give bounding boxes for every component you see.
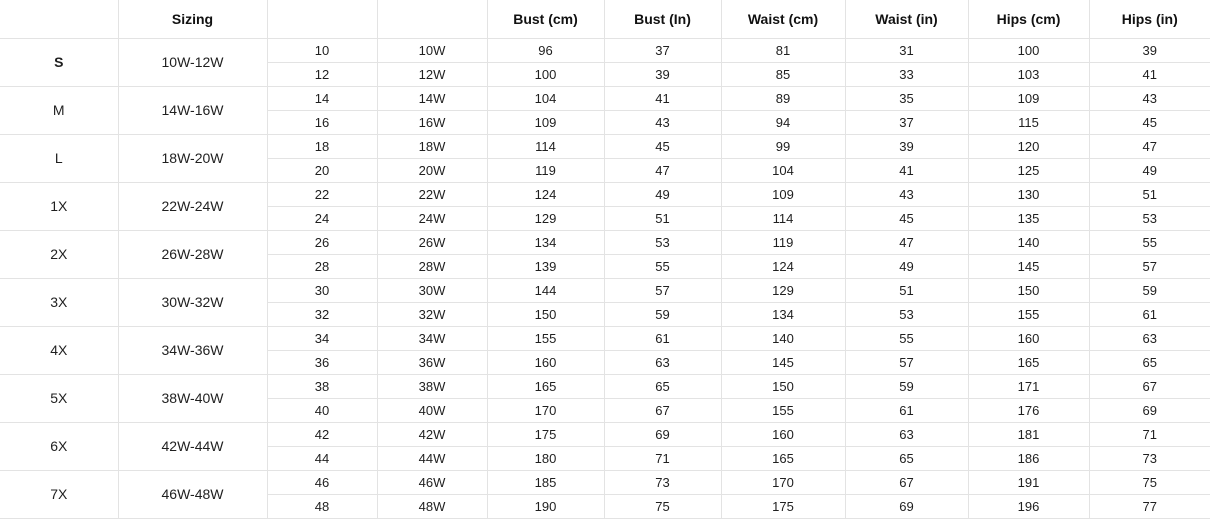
cell-waist-cm: 129: [721, 278, 845, 302]
column-header-numeric: [267, 0, 377, 38]
cell-waist-in: 35: [845, 86, 968, 110]
cell-hips-in: 73: [1089, 446, 1210, 470]
cell-hips-cm: 150: [968, 278, 1089, 302]
cell-numeric-size-w: 40W: [377, 398, 487, 422]
cell-waist-in: 53: [845, 302, 968, 326]
cell-waist-cm: 85: [721, 62, 845, 86]
cell-waist-cm: 175: [721, 494, 845, 518]
column-header-size: [0, 0, 118, 38]
cell-bust-in: 59: [604, 302, 721, 326]
cell-waist-in: 31: [845, 38, 968, 62]
cell-numeric-size: 24: [267, 206, 377, 230]
cell-hips-cm: 196: [968, 494, 1089, 518]
cell-numeric-size-w: 12W: [377, 62, 487, 86]
cell-hips-in: 45: [1089, 110, 1210, 134]
size-label: 5X: [0, 374, 118, 422]
cell-numeric-size: 32: [267, 302, 377, 326]
cell-waist-in: 51: [845, 278, 968, 302]
cell-numeric-size: 40: [267, 398, 377, 422]
cell-hips-cm: 160: [968, 326, 1089, 350]
cell-hips-cm: 186: [968, 446, 1089, 470]
cell-hips-in: 47: [1089, 134, 1210, 158]
column-header-numeric-w: [377, 0, 487, 38]
sizing-range: 42W-44W: [118, 422, 267, 470]
cell-hips-in: 59: [1089, 278, 1210, 302]
size-label: 1X: [0, 182, 118, 230]
cell-waist-in: 43: [845, 182, 968, 206]
cell-bust-cm: 185: [487, 470, 604, 494]
cell-numeric-size-w: 24W: [377, 206, 487, 230]
cell-waist-in: 49: [845, 254, 968, 278]
cell-numeric-size: 36: [267, 350, 377, 374]
cell-bust-cm: 144: [487, 278, 604, 302]
cell-waist-cm: 124: [721, 254, 845, 278]
table-row: [0, 374, 1210, 398]
cell-waist-in: 57: [845, 350, 968, 374]
cell-bust-in: 47: [604, 158, 721, 182]
cell-bust-cm: 129: [487, 206, 604, 230]
sizing-range: 34W-36W: [118, 326, 267, 374]
cell-numeric-size-w: 46W: [377, 470, 487, 494]
cell-waist-cm: 155: [721, 398, 845, 422]
cell-bust-in: 55: [604, 254, 721, 278]
cell-numeric-size-w: 34W: [377, 326, 487, 350]
cell-waist-cm: 81: [721, 38, 845, 62]
cell-bust-in: 71: [604, 446, 721, 470]
cell-hips-in: 57: [1089, 254, 1210, 278]
cell-hips-cm: 140: [968, 230, 1089, 254]
cell-bust-cm: 180: [487, 446, 604, 470]
cell-bust-cm: 104: [487, 86, 604, 110]
column-header-bust-cm: Bust (cm): [487, 0, 604, 38]
cell-hips-in: 41: [1089, 62, 1210, 86]
cell-hips-in: 49: [1089, 158, 1210, 182]
cell-hips-in: 77: [1089, 494, 1210, 518]
table-row: [0, 38, 1210, 62]
cell-bust-cm: 175: [487, 422, 604, 446]
cell-numeric-size: 34: [267, 326, 377, 350]
column-header-hips-cm: Hips (cm): [968, 0, 1089, 38]
cell-hips-cm: 115: [968, 110, 1089, 134]
size-label: L: [0, 134, 118, 182]
cell-bust-cm: 119: [487, 158, 604, 182]
cell-waist-in: 55: [845, 326, 968, 350]
cell-hips-cm: 135: [968, 206, 1089, 230]
cell-numeric-size: 18: [267, 134, 377, 158]
sizing-range: 46W-48W: [118, 470, 267, 518]
cell-waist-cm: 109: [721, 182, 845, 206]
cell-hips-cm: 191: [968, 470, 1089, 494]
column-header-waist-in: Waist (in): [845, 0, 968, 38]
cell-waist-cm: 140: [721, 326, 845, 350]
cell-hips-cm: 176: [968, 398, 1089, 422]
cell-hips-in: 43: [1089, 86, 1210, 110]
cell-numeric-size: 38: [267, 374, 377, 398]
cell-bust-cm: 109: [487, 110, 604, 134]
cell-bust-in: 73: [604, 470, 721, 494]
table-row: [0, 182, 1210, 206]
sizing-range: 10W-12W: [118, 38, 267, 86]
cell-waist-in: 41: [845, 158, 968, 182]
cell-hips-cm: 120: [968, 134, 1089, 158]
table-row: [0, 86, 1210, 110]
sizing-range: 38W-40W: [118, 374, 267, 422]
cell-bust-in: 49: [604, 182, 721, 206]
cell-bust-in: 39: [604, 62, 721, 86]
size-label: 4X: [0, 326, 118, 374]
size-label: 3X: [0, 278, 118, 326]
cell-hips-in: 69: [1089, 398, 1210, 422]
column-header-hips-in: Hips (in): [1089, 0, 1210, 38]
cell-waist-in: 45: [845, 206, 968, 230]
cell-waist-cm: 89: [721, 86, 845, 110]
cell-waist-cm: 170: [721, 470, 845, 494]
cell-numeric-size-w: 18W: [377, 134, 487, 158]
cell-bust-in: 67: [604, 398, 721, 422]
table-row: [0, 278, 1210, 302]
cell-bust-in: 51: [604, 206, 721, 230]
cell-numeric-size-w: 20W: [377, 158, 487, 182]
cell-waist-cm: 134: [721, 302, 845, 326]
cell-waist-in: 69: [845, 494, 968, 518]
cell-numeric-size-w: 30W: [377, 278, 487, 302]
cell-bust-cm: 160: [487, 350, 604, 374]
cell-bust-cm: 150: [487, 302, 604, 326]
table-row: [0, 326, 1210, 350]
cell-hips-cm: 145: [968, 254, 1089, 278]
cell-numeric-size-w: 28W: [377, 254, 487, 278]
cell-numeric-size-w: 42W: [377, 422, 487, 446]
cell-hips-cm: 103: [968, 62, 1089, 86]
cell-bust-cm: 124: [487, 182, 604, 206]
cell-bust-in: 69: [604, 422, 721, 446]
cell-numeric-size-w: 10W: [377, 38, 487, 62]
cell-numeric-size-w: 36W: [377, 350, 487, 374]
size-label: S: [0, 38, 118, 86]
cell-bust-in: 41: [604, 86, 721, 110]
cell-hips-cm: 181: [968, 422, 1089, 446]
cell-waist-cm: 104: [721, 158, 845, 182]
cell-waist-cm: 160: [721, 422, 845, 446]
table-row: [0, 470, 1210, 494]
cell-bust-in: 45: [604, 134, 721, 158]
cell-hips-in: 67: [1089, 374, 1210, 398]
cell-numeric-size-w: 32W: [377, 302, 487, 326]
cell-waist-cm: 165: [721, 446, 845, 470]
cell-bust-cm: 139: [487, 254, 604, 278]
cell-numeric-size-w: 48W: [377, 494, 487, 518]
cell-waist-cm: 119: [721, 230, 845, 254]
cell-hips-cm: 171: [968, 374, 1089, 398]
cell-hips-in: 65: [1089, 350, 1210, 374]
cell-numeric-size: 22: [267, 182, 377, 206]
cell-waist-cm: 150: [721, 374, 845, 398]
cell-bust-cm: 165: [487, 374, 604, 398]
cell-hips-cm: 125: [968, 158, 1089, 182]
size-label: 6X: [0, 422, 118, 470]
cell-waist-in: 63: [845, 422, 968, 446]
cell-numeric-size: 44: [267, 446, 377, 470]
cell-numeric-size: 26: [267, 230, 377, 254]
cell-hips-in: 39: [1089, 38, 1210, 62]
cell-bust-in: 65: [604, 374, 721, 398]
cell-numeric-size-w: 14W: [377, 86, 487, 110]
cell-numeric-size-w: 38W: [377, 374, 487, 398]
table-header: [0, 0, 1210, 38]
cell-bust-in: 37: [604, 38, 721, 62]
cell-waist-cm: 114: [721, 206, 845, 230]
cell-bust-in: 63: [604, 350, 721, 374]
cell-numeric-size: 42: [267, 422, 377, 446]
cell-numeric-size-w: 26W: [377, 230, 487, 254]
cell-numeric-size-w: 22W: [377, 182, 487, 206]
cell-waist-in: 59: [845, 374, 968, 398]
cell-hips-cm: 165: [968, 350, 1089, 374]
cell-numeric-size-w: 44W: [377, 446, 487, 470]
cell-waist-in: 65: [845, 446, 968, 470]
cell-numeric-size: 10: [267, 38, 377, 62]
table-row: [0, 230, 1210, 254]
cell-bust-in: 43: [604, 110, 721, 134]
cell-bust-cm: 96: [487, 38, 604, 62]
cell-bust-cm: 170: [487, 398, 604, 422]
cell-hips-cm: 155: [968, 302, 1089, 326]
cell-hips-cm: 130: [968, 182, 1089, 206]
size-label: M: [0, 86, 118, 134]
cell-numeric-size: 14: [267, 86, 377, 110]
cell-waist-in: 61: [845, 398, 968, 422]
sizing-range: 30W-32W: [118, 278, 267, 326]
column-header-waist-cm: Waist (cm): [721, 0, 845, 38]
cell-waist-cm: 145: [721, 350, 845, 374]
table-row: [0, 422, 1210, 446]
cell-hips-in: 71: [1089, 422, 1210, 446]
cell-hips-cm: 100: [968, 38, 1089, 62]
cell-bust-cm: 134: [487, 230, 604, 254]
sizing-range: 22W-24W: [118, 182, 267, 230]
cell-bust-cm: 114: [487, 134, 604, 158]
cell-numeric-size: 20: [267, 158, 377, 182]
cell-waist-in: 37: [845, 110, 968, 134]
cell-waist-in: 47: [845, 230, 968, 254]
table-row: [0, 134, 1210, 158]
cell-numeric-size: 16: [267, 110, 377, 134]
cell-waist-cm: 94: [721, 110, 845, 134]
size-label: 7X: [0, 470, 118, 518]
cell-hips-in: 75: [1089, 470, 1210, 494]
cell-numeric-size-w: 16W: [377, 110, 487, 134]
cell-hips-in: 61: [1089, 302, 1210, 326]
cell-hips-in: 55: [1089, 230, 1210, 254]
cell-numeric-size: 46: [267, 470, 377, 494]
sizing-range: 26W-28W: [118, 230, 267, 278]
column-header-sizing: Sizing: [118, 0, 267, 38]
sizing-range: 18W-20W: [118, 134, 267, 182]
sizing-range: 14W-16W: [118, 86, 267, 134]
table-header-row: [0, 0, 1210, 38]
size-label: 2X: [0, 230, 118, 278]
cell-numeric-size: 28: [267, 254, 377, 278]
cell-waist-cm: 99: [721, 134, 845, 158]
cell-waist-in: 33: [845, 62, 968, 86]
cell-numeric-size: 48: [267, 494, 377, 518]
cell-hips-in: 51: [1089, 182, 1210, 206]
table-body: [0, 38, 1210, 518]
cell-bust-in: 61: [604, 326, 721, 350]
column-header-bust-in: Bust (In): [604, 0, 721, 38]
cell-bust-cm: 155: [487, 326, 604, 350]
cell-bust-in: 53: [604, 230, 721, 254]
cell-hips-in: 53: [1089, 206, 1210, 230]
cell-bust-in: 75: [604, 494, 721, 518]
cell-waist-in: 67: [845, 470, 968, 494]
cell-bust-cm: 190: [487, 494, 604, 518]
cell-bust-cm: 100: [487, 62, 604, 86]
cell-hips-in: 63: [1089, 326, 1210, 350]
cell-bust-in: 57: [604, 278, 721, 302]
cell-hips-cm: 109: [968, 86, 1089, 110]
cell-numeric-size: 12: [267, 62, 377, 86]
cell-waist-in: 39: [845, 134, 968, 158]
cell-numeric-size: 30: [267, 278, 377, 302]
